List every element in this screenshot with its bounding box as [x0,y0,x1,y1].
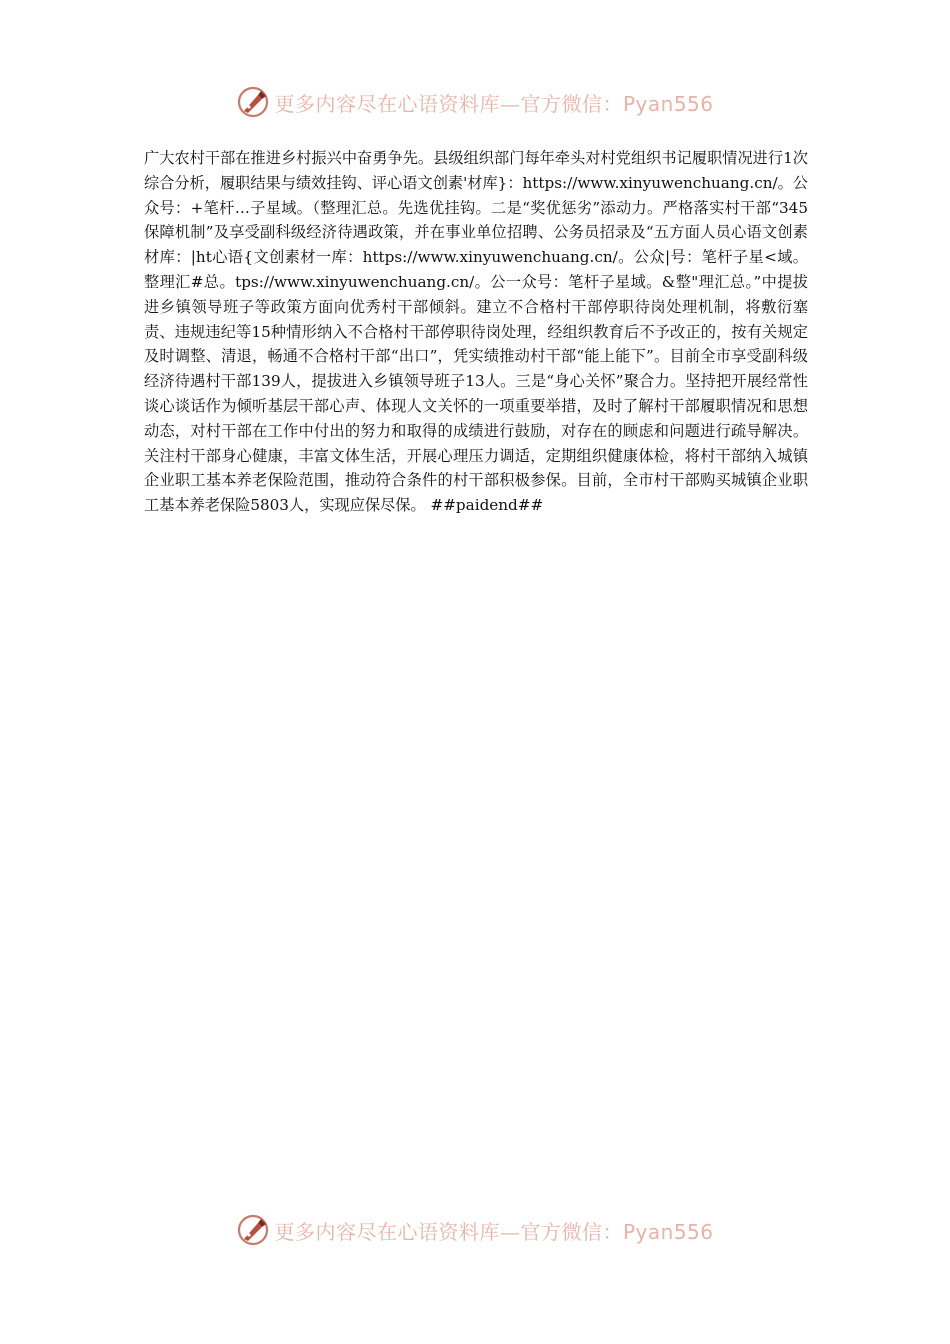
header-wechat-id: Pyan556 [622,91,714,116]
body-paragraph: 广大农村干部在推进乡村振兴中奋勇争先。县级组织部门每年牵头对村党组织书记履职情况进行1次综合分析，履职结果与绩效挂钩、评心语文创素'材库}：https://www.xinyuwenchuang.cn/。公众号：+笔杆…子星域。（整理汇总。先选优挂钩。二是“奖优惩劣”添动力。严格落实村干部“345保障机制”及享受副科级经济待遇政策，并在事业单位招聘、公务员招录及“五方面人员心语文创素材库：|ht心语{文创素材一库：https://www.xinyuwenchuang.cn/。公众|号：笔杆子星<域。整理汇#总。tps://www.xinyuwenchuang.cn/。公一众号：笔杆子星域。&整"理汇总。”中提拔进乡镇领导班子等政策方面向优秀村干部倾斜。建立不合格村干部停职待岗处理机制，将敷衍塞责、违规违纪等15种情形纳入不合格村干部停职待岗处理，经组织教育后不予改正的，按有关规定及时调整、清退，畅通不合格村干部“出口”，凭实绩推动村干部“能上能下”。目前全市享受副科级经济待遇村干部139人，提拔进入乡镇领导班子13人。三是“身心关怀”聚合力。坚持把开展经常性谈心谈话作为倾听基层干部心声、体现人文关怀的一项重要举措，及时了解村干部履职情况和思想动态，对村干部在工作中付出的努力和取得的成绩进行鼓励，对存在的顾虑和问题进行疏导解决。关注村干部身心健康，丰富文体生活，开展心理压力调适，定期组织健康体检，将村干部纳入城镇企业职工基本养老保险范围，推动符合条件的村干部积极参保。目前，全市村干部购买城镇企业职工基本养老保险5803人，实现应保尽保。 ##paidend## [144,149,808,515]
header-banner [0,82,950,122]
footer-banner-text: 更多内容尽在心语资料库—官方微信：Pyan556 [274,1219,714,1244]
header-banner-text: 更多内容尽在心语资料库—官方微信：Pyan556 [274,91,714,116]
pen-nib-logo-icon [236,1213,270,1247]
pen-nib-logo-icon [236,85,270,119]
footer-banner [0,1210,950,1250]
footer-wechat-id: Pyan556 [622,1219,714,1244]
